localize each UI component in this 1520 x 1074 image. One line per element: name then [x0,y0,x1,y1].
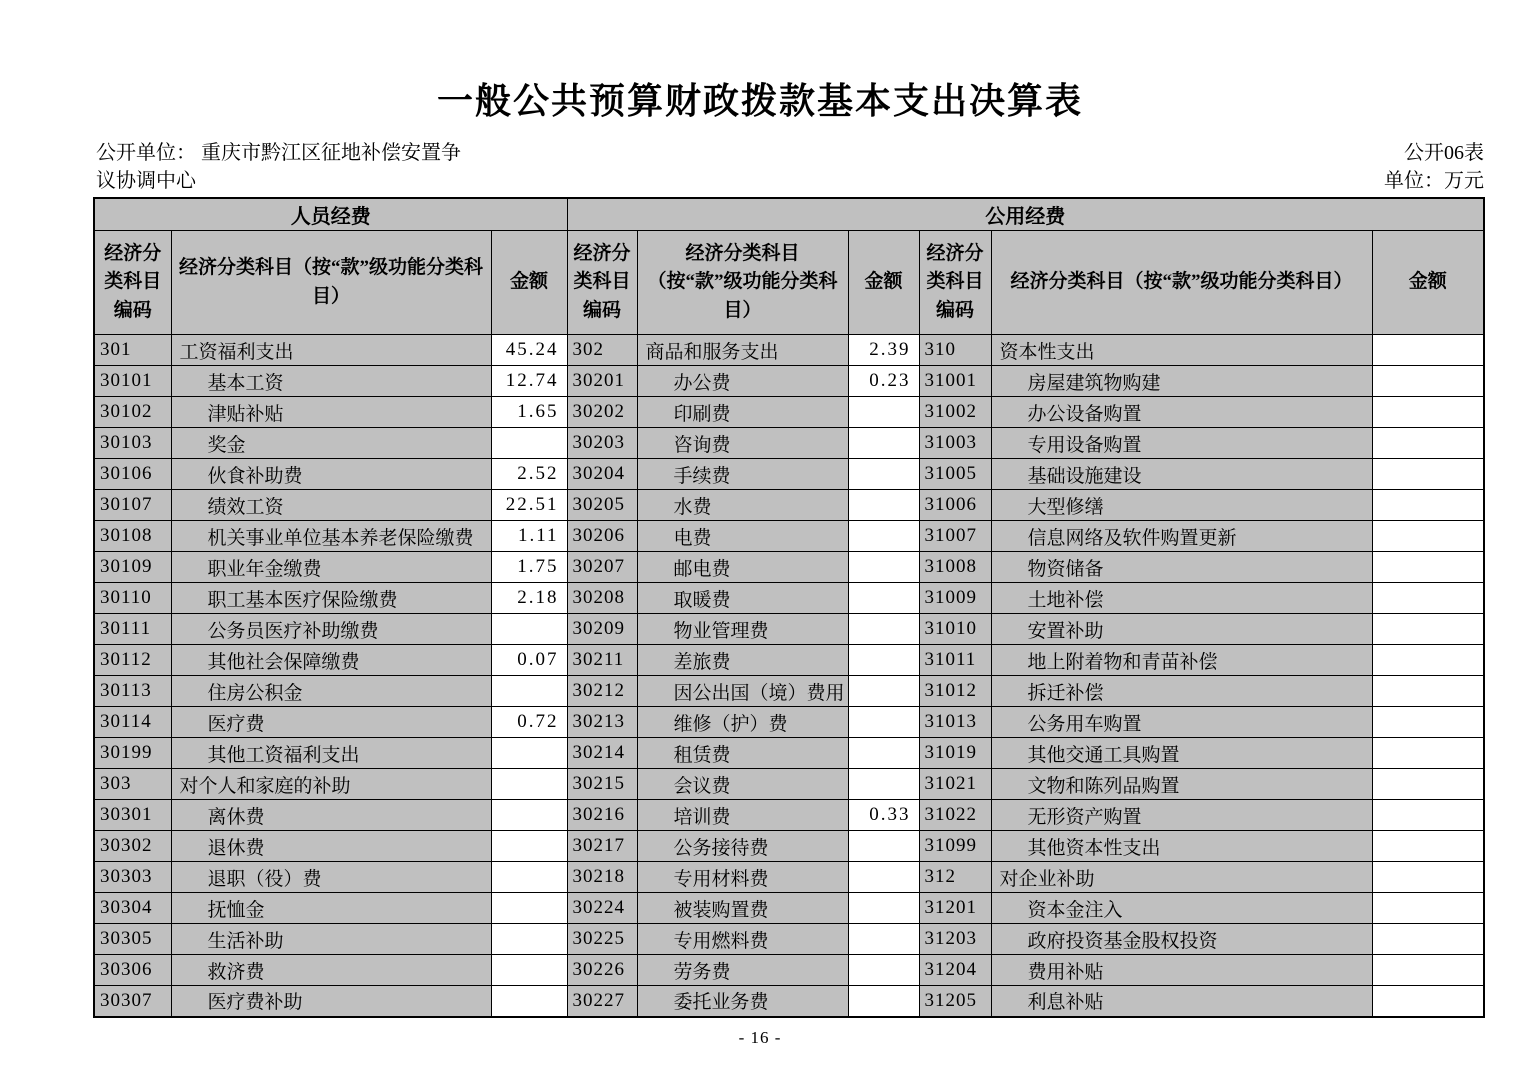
code-cell: 30225 [567,924,637,955]
amount-cell [1372,583,1484,614]
subject-cell: 退职（役）费 [171,862,491,893]
code-cell: 303 [94,769,171,800]
code-cell: 30214 [567,738,637,769]
meta-right [1384,139,1484,195]
code-cell: 312 [919,862,991,893]
code-cell: 30307 [94,986,171,1017]
code-cell: 31019 [919,738,991,769]
subject-cell: 费用补贴 [991,955,1372,986]
amount-cell [491,986,567,1017]
subject-cell: 劳务费 [637,955,848,986]
table-row [94,583,1484,614]
amount-cell [1372,397,1484,428]
subject-cell: 文物和陈列品购置 [991,769,1372,800]
code-cell: 30109 [94,552,171,583]
subject-cell: 医疗费补助 [171,986,491,1017]
band-header-personnel: 人员经费 [94,198,567,231]
amount-cell [848,893,919,924]
code-cell: 30110 [94,583,171,614]
subject-cell: 手续费 [637,459,848,490]
table-row [94,707,1484,738]
code-cell: 31022 [919,800,991,831]
subject-cell: 其他工资福利支出 [171,738,491,769]
subject-cell: 商品和服务支出 [637,335,848,366]
amount-cell [1372,521,1484,552]
band-header-row [94,198,1484,231]
subject-cell: 资本性支出 [991,335,1372,366]
subject-cell: 电费 [637,521,848,552]
amount-cell [848,645,919,676]
subject-cell: 离休费 [171,800,491,831]
code-cell: 31201 [919,893,991,924]
amount-cell [848,738,919,769]
amount-cell [1372,645,1484,676]
amount-cell: 0.07 [491,645,567,676]
amount-cell [491,862,567,893]
code-cell: 31009 [919,583,991,614]
code-cell: 31001 [919,366,991,397]
subject-cell: 专用燃料费 [637,924,848,955]
subject-cell: 委托业务费 [637,986,848,1017]
code-cell: 30227 [567,986,637,1017]
subject-cell: 其他社会保障缴费 [171,645,491,676]
table-row [94,335,1484,366]
amount-cell: 45.24 [491,335,567,366]
code-header-1: 经济分类科目编码 [94,231,171,335]
code-cell: 30111 [94,614,171,645]
subject-cell: 被装购置费 [637,893,848,924]
table-body [94,335,1484,1017]
code-cell: 301 [94,335,171,366]
subject-cell: 其他资本性支出 [991,831,1372,862]
subject-cell: 工资福利支出 [171,335,491,366]
code-cell: 30217 [567,831,637,862]
code-cell: 31006 [919,490,991,521]
subject-cell: 拆迁补偿 [991,676,1372,707]
subject-cell: 培训费 [637,800,848,831]
amount-cell [848,831,919,862]
subject-cell: 资本金注入 [991,893,1372,924]
subject-cell: 印刷费 [637,397,848,428]
code-cell: 30199 [94,738,171,769]
code-cell: 30207 [567,552,637,583]
code-cell: 31203 [919,924,991,955]
code-header-2: 经济分类科目编码 [567,231,637,335]
amount-cell [848,490,919,521]
subject-cell: 土地补偿 [991,583,1372,614]
amount-cell [1372,800,1484,831]
amount-cell [1372,893,1484,924]
code-cell: 30107 [94,490,171,521]
amount-cell: 12.74 [491,366,567,397]
amount-cell [848,521,919,552]
subject-cell: 基本工资 [171,366,491,397]
table-row [94,521,1484,552]
code-cell: 30304 [94,893,171,924]
code-cell: 30208 [567,583,637,614]
amount-cell [1372,738,1484,769]
amount-cell [848,397,919,428]
amount-cell [848,583,919,614]
subject-cell: 职业年金缴费 [171,552,491,583]
amount-cell [1372,459,1484,490]
subject-cell: 救济费 [171,955,491,986]
code-cell: 302 [567,335,637,366]
table-row [94,552,1484,583]
subject-header-1: 经济分类科目（按“款”级功能分类科目） [171,231,491,335]
amount-cell [848,428,919,459]
code-cell: 31011 [919,645,991,676]
code-cell: 31099 [919,831,991,862]
amount-cell [848,552,919,583]
subject-header-3: 经济分类科目（按“款”级功能分类科目） [991,231,1372,335]
table-row [94,614,1484,645]
unit-label: 单位：万元 [1384,170,1484,193]
subject-cell: 对个人和家庭的补助 [171,769,491,800]
amount-cell [848,459,919,490]
subject-cell: 因公出国（境）费用 [637,676,848,707]
subject-cell: 机关事业单位基本养老保险缴费 [171,521,491,552]
code-cell: 31012 [919,676,991,707]
amount-cell [1372,769,1484,800]
subject-cell: 对企业补助 [991,862,1372,893]
amount-cell [491,893,567,924]
subject-cell: 办公费 [637,366,848,397]
code-cell: 31205 [919,986,991,1017]
subject-cell: 奖金 [171,428,491,459]
amount-cell: 0.33 [848,800,919,831]
subject-cell: 抚恤金 [171,893,491,924]
amount-cell: 2.18 [491,583,567,614]
subject-cell: 大型修缮 [991,490,1372,521]
table-row [94,893,1484,924]
amount-cell [1372,862,1484,893]
amount-cell [848,614,919,645]
subject-cell: 安置补助 [991,614,1372,645]
code-cell: 30205 [567,490,637,521]
code-cell: 30209 [567,614,637,645]
code-cell: 30226 [567,955,637,986]
publish-unit [96,139,461,195]
code-cell: 30101 [94,366,171,397]
subject-cell: 房屋建筑物购建 [991,366,1372,397]
amount-cell [1372,428,1484,459]
code-cell: 30301 [94,800,171,831]
table-row [94,955,1484,986]
subject-cell: 利息补贴 [991,986,1372,1017]
subject-cell: 取暖费 [637,583,848,614]
table-row [94,676,1484,707]
amount-cell [1372,707,1484,738]
subject-cell: 差旅费 [637,645,848,676]
amount-cell: 0.23 [848,366,919,397]
code-cell: 30202 [567,397,637,428]
amount-cell [848,986,919,1017]
subject-cell: 伙食补助费 [171,459,491,490]
amount-cell [491,738,567,769]
code-cell: 31002 [919,397,991,428]
subject-cell: 会议费 [637,769,848,800]
table-row [94,490,1484,521]
subject-cell: 公务接待费 [637,831,848,862]
subject-cell: 水费 [637,490,848,521]
page-number: - 16 - [738,1028,782,1047]
subject-header-2: 经济分类科目（按“款”级功能分类科目） [637,231,848,335]
amount-cell [848,862,919,893]
amount-cell [848,924,919,955]
sheet-number: 公开06表 [1404,142,1484,165]
code-cell: 30212 [567,676,637,707]
amount-cell [491,800,567,831]
code-cell: 30305 [94,924,171,955]
subject-cell: 公务用车购置 [991,707,1372,738]
subject-cell: 地上附着物和青苗补偿 [991,645,1372,676]
subject-cell: 维修（护）费 [637,707,848,738]
amount-cell: 2.39 [848,335,919,366]
page-title: 一般公共预算财政拨款基本支出决算表 [436,81,1083,121]
amount-cell [1372,490,1484,521]
subject-cell: 信息网络及软件购置更新 [991,521,1372,552]
subject-cell: 物资储备 [991,552,1372,583]
code-cell: 30113 [94,676,171,707]
amount-cell [1372,955,1484,986]
subject-cell: 绩效工资 [171,490,491,521]
table-row [94,862,1484,893]
amount-cell [491,676,567,707]
subject-cell: 医疗费 [171,707,491,738]
subject-cell: 住房公积金 [171,676,491,707]
amount-cell: 22.51 [491,490,567,521]
amount-cell: 1.65 [491,397,567,428]
table-row [94,428,1484,459]
code-cell: 31021 [919,769,991,800]
subject-cell: 津贴补贴 [171,397,491,428]
code-cell: 31010 [919,614,991,645]
amount-header-1: 金额 [491,231,567,335]
subject-cell: 专用设备购置 [991,428,1372,459]
amount-cell [1372,924,1484,955]
publish-unit-line2: 议协调中心 [96,170,196,193]
code-cell: 30224 [567,893,637,924]
table-row [94,459,1484,490]
table-row [94,738,1484,769]
code-cell: 30302 [94,831,171,862]
amount-cell [491,955,567,986]
table-row [94,397,1484,428]
subject-cell: 基础设施建设 [991,459,1372,490]
code-cell: 31007 [919,521,991,552]
subject-cell: 生活补助 [171,924,491,955]
amount-cell [848,707,919,738]
meta-row [96,139,1484,195]
subject-cell: 退休费 [171,831,491,862]
amount-header-2: 金额 [848,231,919,335]
code-cell: 30112 [94,645,171,676]
amount-cell [491,831,567,862]
subject-cell: 专用材料费 [637,862,848,893]
code-cell: 31008 [919,552,991,583]
subject-cell: 政府投资基金股权投资 [991,924,1372,955]
subject-cell: 办公设备购置 [991,397,1372,428]
band-header-public: 公用经费 [567,198,1484,231]
code-cell: 30203 [567,428,637,459]
amount-cell: 0.72 [491,707,567,738]
code-cell: 30102 [94,397,171,428]
subject-cell: 公务员医疗补助缴费 [171,614,491,645]
code-cell: 30211 [567,645,637,676]
amount-cell [848,955,919,986]
code-cell: 31204 [919,955,991,986]
code-cell: 30216 [567,800,637,831]
code-cell: 310 [919,335,991,366]
table-row [94,645,1484,676]
amount-cell [1372,676,1484,707]
amount-cell [848,769,919,800]
publish-unit-line1: 公开单位： 重庆市黔江区征地补偿安置争 [96,142,461,165]
table-row [94,924,1484,955]
code-cell: 30106 [94,459,171,490]
code-cell: 30213 [567,707,637,738]
amount-cell [1372,831,1484,862]
amount-cell [491,924,567,955]
subject-cell: 职工基本医疗保险缴费 [171,583,491,614]
amount-cell [1372,614,1484,645]
expenditure-table [93,197,1485,1018]
subject-cell: 租赁费 [637,738,848,769]
code-header-3: 经济分类科目编码 [919,231,991,335]
code-cell: 30303 [94,862,171,893]
subject-cell: 邮电费 [637,552,848,583]
code-cell: 31013 [919,707,991,738]
amount-cell [1372,552,1484,583]
code-cell: 30114 [94,707,171,738]
code-cell: 31003 [919,428,991,459]
table-row [94,831,1484,862]
amount-cell: 1.75 [491,552,567,583]
subject-cell: 物业管理费 [637,614,848,645]
table-row [94,769,1484,800]
amount-cell: 1.11 [491,521,567,552]
code-cell: 30204 [567,459,637,490]
column-header-row [94,231,1484,335]
code-cell: 31005 [919,459,991,490]
code-cell: 30215 [567,769,637,800]
subject-cell: 无形资产购置 [991,800,1372,831]
amount-cell [848,676,919,707]
table-row [94,366,1484,397]
code-cell: 30218 [567,862,637,893]
amount-cell [1372,366,1484,397]
table-row [94,800,1484,831]
code-cell: 30108 [94,521,171,552]
code-cell: 30306 [94,955,171,986]
amount-cell [1372,335,1484,366]
table-row [94,986,1484,1017]
subject-cell: 其他交通工具购置 [991,738,1372,769]
code-cell: 30103 [94,428,171,459]
amount-cell [1372,986,1484,1017]
amount-cell [491,428,567,459]
code-cell: 30201 [567,366,637,397]
amount-header-3: 金额 [1372,231,1484,335]
amount-cell: 2.52 [491,459,567,490]
code-cell: 30206 [567,521,637,552]
amount-cell [491,614,567,645]
amount-cell [491,769,567,800]
subject-cell: 咨询费 [637,428,848,459]
